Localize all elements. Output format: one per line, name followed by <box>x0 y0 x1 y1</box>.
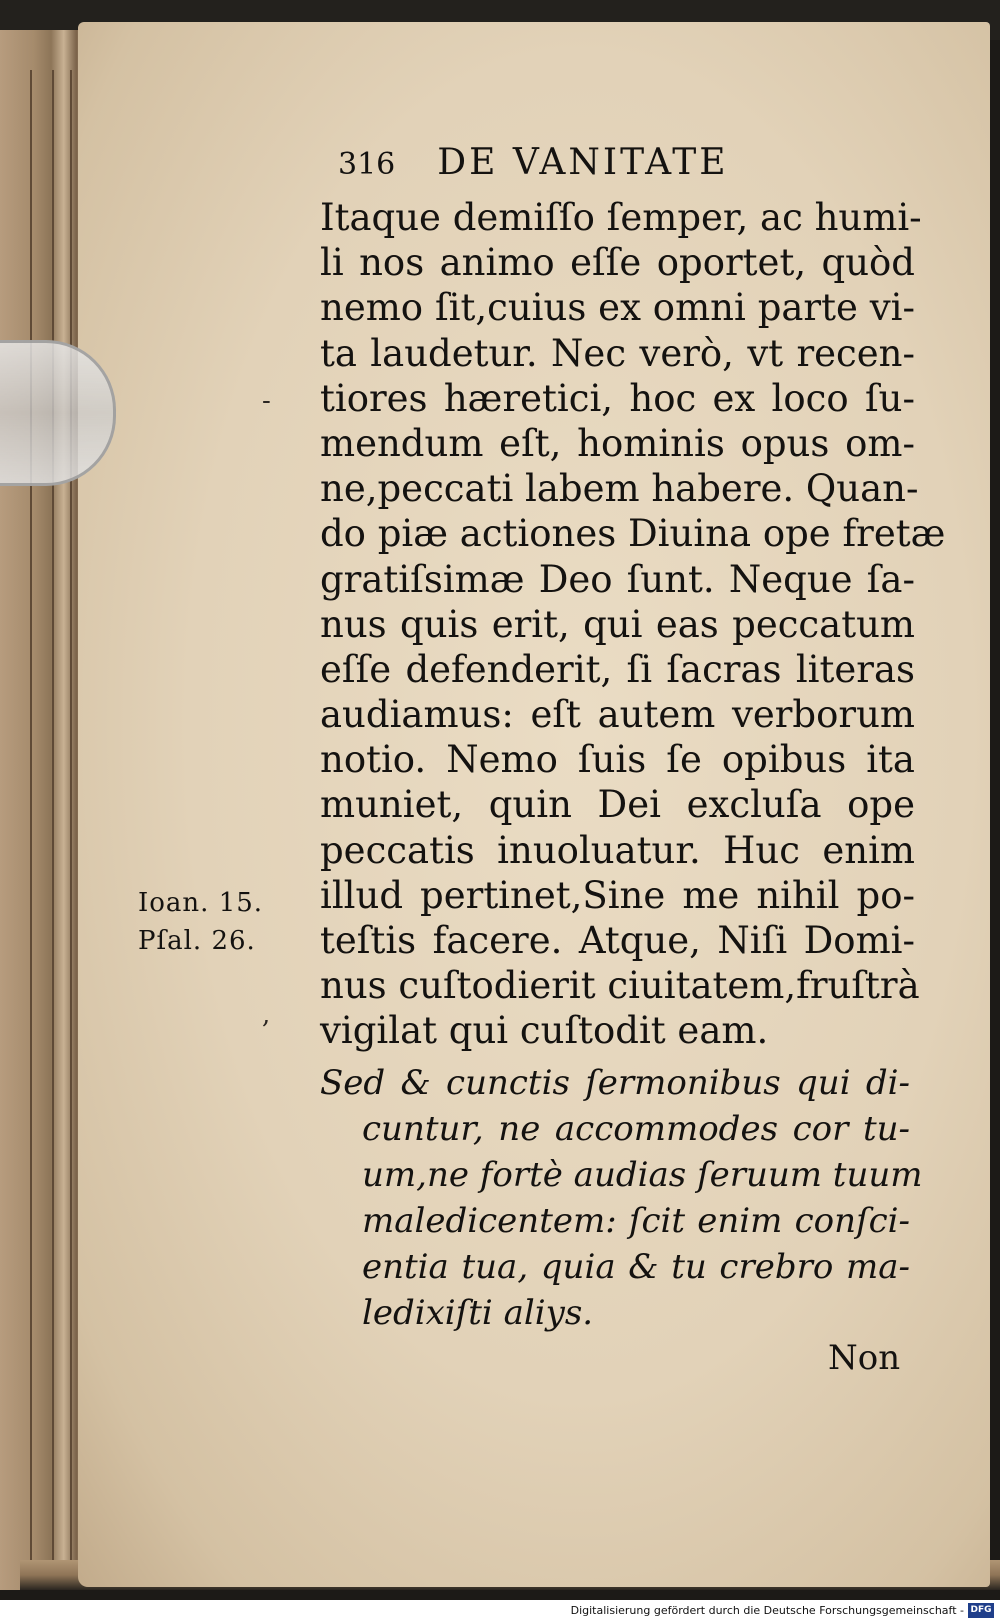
marginal-note: Pſal. 26. <box>138 926 256 956</box>
leaf-edge-line <box>70 70 72 1560</box>
leaf-edge-line <box>30 70 32 1560</box>
text-line: muniet, quin Dei excluſa ope <box>320 783 915 827</box>
text-line: li nos animo eſſe oportet, quòd <box>320 241 915 285</box>
marginal-note: Ioan. 15. <box>138 888 264 918</box>
text-line: do piæ actiones Diuina ope fretæ <box>320 512 946 556</box>
text-line: gratiſsimæ Deo ſunt. Neque ſa- <box>320 557 915 601</box>
text-line: Itaque demiſſo ſemper, ac humi- <box>320 196 922 239</box>
text-line: audiamus: eſt autem verborum <box>320 693 915 737</box>
body-text <box>320 195 946 1054</box>
running-title: DE VANITATE <box>437 142 729 183</box>
quote-line: Sed & cunctis ſermonibus qui di- <box>320 1063 910 1103</box>
text-line: nemo ſit,cuius ex omni parte vi- <box>320 286 915 330</box>
text-line: notio. Nemo ſuis ſe opibus ita <box>320 738 915 782</box>
catchword: Non <box>828 1338 901 1378</box>
digitization-credit: Digitalisierung gefördert durch die Deutsche Forschungsgemeinschaft - <box>570 1604 964 1617</box>
page-number: 316 <box>338 147 396 182</box>
text-line: ne,peccati labem habere. Quan- <box>320 467 919 511</box>
quote-line: maledicentem: ſcit enim conſci- <box>362 1201 910 1241</box>
text-line: teſtis facere. Atque, Niſi Domi- <box>320 919 915 962</box>
text-line: illud pertinet,Sine me nihil po- <box>320 873 915 917</box>
text-line: eſſe defenderit, ſi ſacras literas <box>320 647 915 691</box>
text-line: nus cuſtodierit ciuitatem,fruſtrà <box>320 964 920 1008</box>
text-line: ta laudetur. Nec verò, vt recen- <box>320 331 915 375</box>
italic-quotation <box>320 1060 923 1336</box>
text-line: vigilat qui cuſtodit eam. <box>320 1009 769 1053</box>
dfg-logo: DFG <box>968 1603 994 1618</box>
text-line: tiores hæretici, hoc ex loco ſu- <box>320 376 915 420</box>
text-line: mendum eſt, hominis opus om- <box>320 421 915 465</box>
leaf-edge-line <box>52 70 54 1560</box>
text-line: nus quis erit, qui eas peccatum <box>320 602 915 646</box>
text-line: peccatis inuoluatur. Huc enim <box>320 828 915 872</box>
quote-line: cuntur, ne accommodes cor tu- <box>362 1109 910 1149</box>
margin-mark: , <box>262 1000 271 1030</box>
page-edges <box>0 30 85 1590</box>
margin-mark: - <box>262 386 271 416</box>
running-head <box>338 142 729 192</box>
quote-line: um,ne fortè audias ſeruum tuum <box>362 1155 923 1195</box>
quote-line: entia tua, quia & tu crebro ma- <box>362 1247 910 1287</box>
quote-line: ledixiſti aliys. <box>362 1293 594 1333</box>
